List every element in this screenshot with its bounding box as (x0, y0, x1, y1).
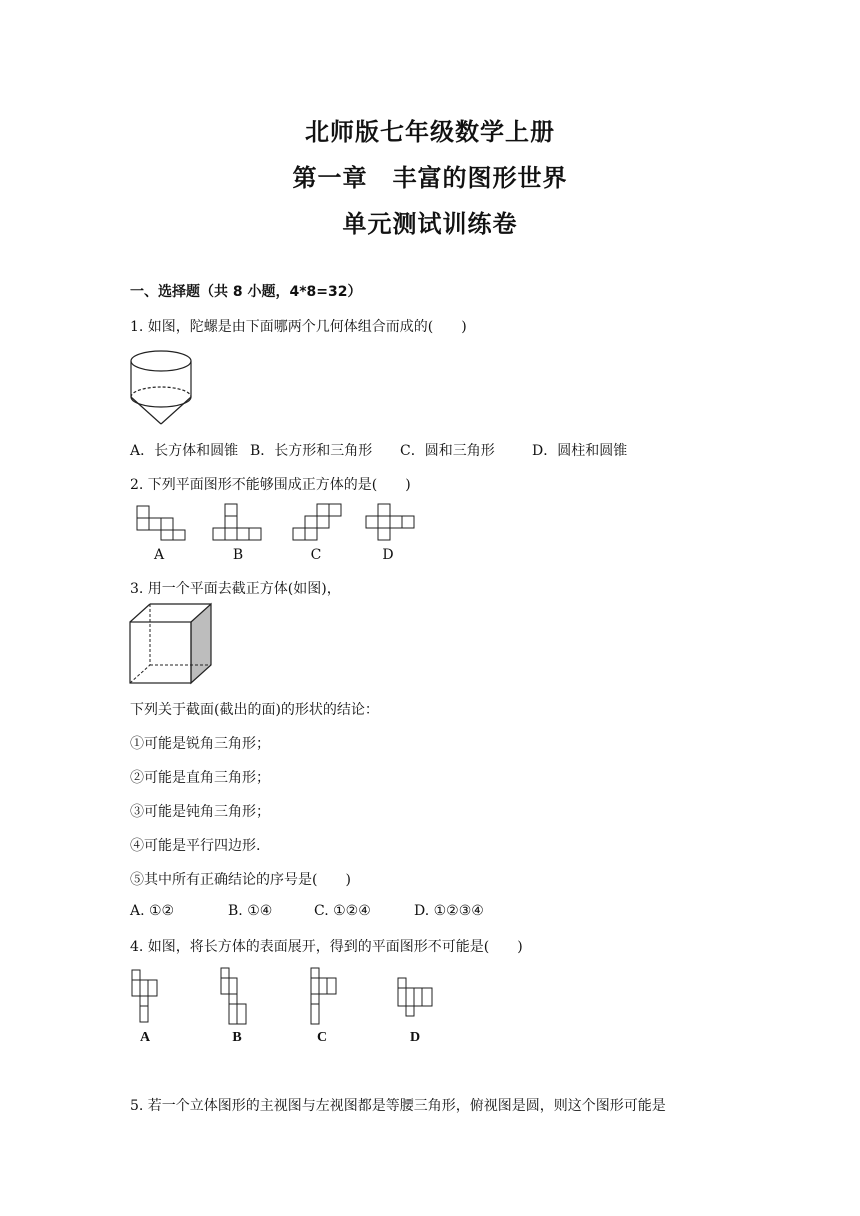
cube-figure (129, 603, 215, 685)
q2-label-b: B (232, 547, 244, 563)
q1-option-b[interactable]: B．长方形和三角形 (250, 443, 373, 459)
spinning-top-figure (128, 344, 208, 426)
q3-item-2: ②可能是直角三角形； (130, 770, 270, 786)
question-3-stem: 3. 用一个平面去截正方体(如图)， (130, 581, 341, 597)
q4-label-a: A (139, 1030, 151, 1045)
test-title: 单元测试训练卷 (342, 210, 518, 238)
q3-item-5: ⑤其中所有正确结论的序号是( ) (130, 872, 351, 888)
question-2-stem: 2. 下列平面图形不能够围成正方体的是( ) (130, 477, 411, 493)
question-3-intro: 下列关于截面(截出的面)的形状的结论： (130, 702, 379, 718)
q2-net-a (136, 505, 186, 541)
q4-net-a (131, 969, 161, 1025)
q3-option-a[interactable]: A. ①② (130, 903, 175, 919)
q2-net-d (365, 503, 417, 541)
q4-label-c: C (316, 1030, 328, 1045)
q1-option-a[interactable]: A．长方体和圆锥 (130, 443, 239, 459)
q2-label-d: D (382, 547, 394, 563)
q3-option-b[interactable]: B. ①④ (228, 903, 273, 919)
q3-item-1: ①可能是锐角三角形； (130, 736, 270, 752)
q3-item-3: ③可能是钝角三角形； (130, 804, 270, 820)
question-1-options (130, 440, 627, 460)
question-5-stem: 5. 若一个立体图形的主视图与左视图都是等腰三角形，俯视图是圆，则这个图形可能是 (130, 1098, 666, 1114)
q2-label-c: C (310, 547, 322, 563)
question-4-stem: 4. 如图，将长方体的表面展开，得到的平面图形不可能是( ) (130, 939, 523, 955)
q1-option-c[interactable]: C．圆和三角形 (400, 443, 495, 459)
question-3-options (130, 903, 484, 919)
q4-label-b: B (232, 1030, 242, 1045)
q4-net-b (220, 967, 250, 1027)
section-heading: 一、选择题（共 8 小题，4*8=32） (130, 284, 362, 300)
q2-net-c (292, 503, 344, 541)
doc-title: 北师版七年级数学上册 (305, 118, 555, 146)
q3-option-d[interactable]: D. ①②③④ (414, 903, 484, 919)
q4-label-d: D (409, 1030, 421, 1045)
q4-net-c (310, 967, 340, 1027)
q1-option-d[interactable]: D．圆柱和圆锥 (532, 443, 628, 459)
q3-item-4: ④可能是平行四边形. (130, 838, 261, 854)
q2-net-b (212, 503, 264, 541)
question-1-stem: 1. 如图，陀螺是由下面哪两个几何体组合而成的( ) (130, 319, 467, 335)
q2-label-a: A (153, 547, 165, 563)
q4-net-d (397, 977, 437, 1019)
q3-option-c[interactable]: C. ①②④ (314, 903, 371, 919)
chapter-title: 第一章 丰富的图形世界 (292, 164, 568, 192)
